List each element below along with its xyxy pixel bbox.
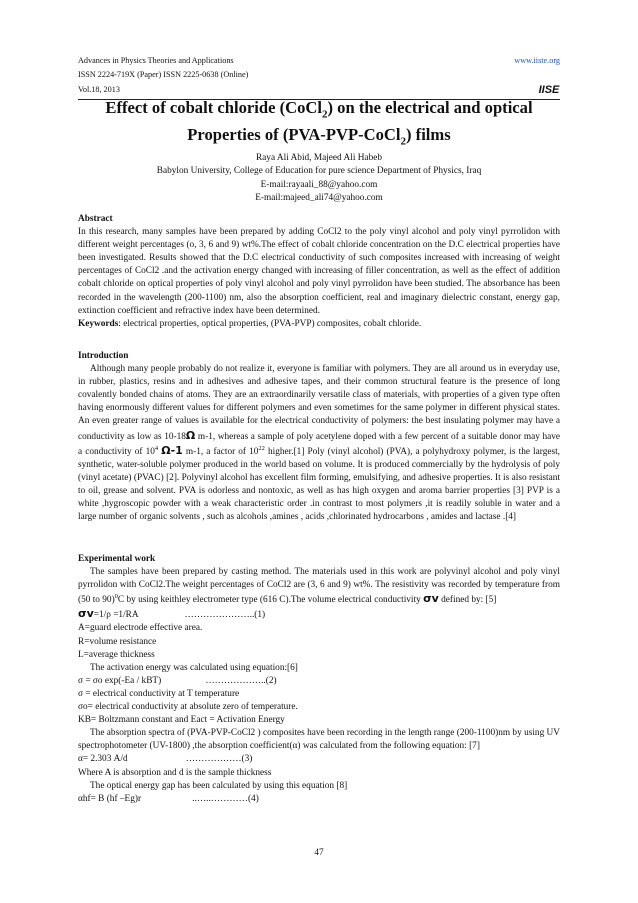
affiliation: Babylon University, College of Education for pure science Department of Physics, Iraq (156, 166, 482, 177)
introduction-paragraph: Although many people probably do not realize it, everyone is familiar with polymers. They are all around us in everyday use, in rubber, plastics, resins and in adhesives and adhesive tapes, and their common structural feature is the presence of long covalently bonded chains of atoms. They are an extraordinarily versatile class of materials, with properties of a given type often having enormously different values for different polymers and even sometimes for the same polymer in different physical states. An even greater range of values is available for the electrical conductivity of polymers: the best insulating polymer may have a conductivity as low as 10-18Ω m-1, whereas a sample of poly acetylene doped with a few percent of a suitable donor may have a conductivity of $10^4$ Ω-1 m-1, a factor of $10^{22}$ higher.[1] Poly (vinyl alcohol) (PVA), a polyhydroxy polymer, is the largest, synthetic, water-soluble polymer produced in the world based on volume. It is produced commercially by the hydrolysis of poly (vinyl acetate) (PVAC) [2]. Polyvinyl alcohol has excellent film forming, emulsifying, and adhesive properties. It is also resistant to oil, grease and solvent. PVA is odorless and nontoxic, as well as has high oxygen and aroma barrier properties [3] PVP is a white ,hygroscopic powder with a weak characteristic order .in contrast to most polymers ,it is readily soluble in water and a large number of organic solvents , such as alcohols ,amines , acids ,chlorinated hydrocarbons , amides and lactase .[4] (78, 364, 560, 523)
def-a: A=guard electrode effective area. (78, 623, 203, 634)
ohm-symbol-icon: Ω (185, 428, 196, 442)
equation-4: αhf= B (hf –Eg)r ..…..…………(4) (78, 793, 259, 804)
def-l: L=average thickness (78, 649, 155, 660)
experimental-paragraph-1: The samples have been prepared by casting method. The materials used in this work are polyvinyl alcohol and poly vinyl pyrrolidon with CoCl2.The weight percentages of CoCl2 are (3, 6 and 9) wt%. The resistivity was recorded by temperature from (50 to 90)$^0$C by using keithley electrometer type (616 C).The volume electrical conductivity σv defined by: [5] (78, 567, 560, 606)
sigma-v-symbol-icon: σv (423, 592, 439, 606)
def-sigma0: σo= electrical conductivity at absolute zero of temperature. (78, 702, 298, 713)
journal-name: Advances in Physics Theories and Applications (78, 56, 234, 65)
author-block (78, 152, 560, 206)
experimental-paragraph-2: The absorption spectra of (PVA-PVP-CoCl2 ) composites have been recording in the length range (200-1100)nm by using UV spectrophotometer (UV-1800) ,the absorption coefficient(α) was calculated from the following equation: [7] (78, 728, 560, 752)
volume-line: Vol.18, 2013 (78, 84, 120, 94)
paper-title (78, 98, 560, 152)
abstract-section (78, 213, 560, 331)
abstract-text: In this research, many samples have been prepared by adding CoCl2 to the poly vinyl alcohol and poly vinyl pyrrolidon with different weight percentages (o, 3, 6 and 9) wt%.The effect of cobalt chloride concentration on the D.C electrical properties have been investigated. Results showed that the D.C electrical conductivity of such composites increased with increasing of weight percentages of CoCl2 .and the activation energy changed with increasing of filler concentration, as well as the effect of addition cobalt chloride on optical properties of poly vinyl alcohol and poly vinyl pyrrolidon have been studied. The absorbance has been recorded in the wavelength (200-1100) nm, also the absorption coefficient, real and imaginary dielectric constant, energy gap, extinction coefficient and refractive index have been determined. (78, 227, 560, 316)
title-line-2: Properties of (PVA-PVP-CoCl$_2$) films (187, 124, 451, 148)
def-r: R=volume resistance (78, 636, 157, 647)
ohm-inverse-symbol-icon: Ω-1 (161, 443, 183, 457)
activation-line: The activation energy was calculated using equation:[6] (90, 662, 298, 673)
email-2: E-mail:majeed_ali74@yahoo.com (255, 193, 383, 204)
email-1: E-mail:rayaali_88@yahoo.com (260, 179, 378, 190)
issn-line: ISSN 2224-719X (Paper) ISSN 2225-0638 (Online) (78, 70, 249, 80)
author-names: Raya Ali Abid, Majeed Ali Habeb (255, 153, 382, 163)
equation-3: α= 2.303 A/d ………………(3) (78, 754, 253, 765)
introduction-heading: Introduction (78, 351, 129, 361)
abstract-heading: Abstract (78, 214, 113, 224)
equation-2: σ = σo exp(-Ea / kBT) ………………..(2) (78, 675, 277, 686)
journal-website-link[interactable]: www.iiste.org (514, 56, 560, 65)
def-sigma: σ = electrical conductivity at T temperature (78, 688, 240, 699)
keywords-line: Keywords: electrical properties, optical properties, (PVA-PVP) composites, cobalt chloride. (78, 318, 422, 329)
introduction-section (78, 350, 560, 524)
def-ad: Where A is absorption and d is the sample thickness (78, 767, 272, 778)
def-kb: KB= Boltzmann constant and Eact = Activation Energy (78, 715, 285, 726)
title-line-1: Effect of cobalt chloride (CoCl$_2$) on the electrical and optical (105, 98, 533, 121)
logo-text: IISE (538, 84, 560, 96)
experimental-section (78, 553, 560, 806)
experimental-heading: Experimental work (78, 554, 156, 564)
page-number: 47 (314, 848, 324, 858)
equation-1: σv=1/ρ =1/RA …………………..(1) (78, 607, 266, 621)
running-header (78, 54, 560, 97)
iiste-logo-icon (538, 80, 560, 97)
energy-gap-line: The optical energy gap has been calculated by using this equation [8] (90, 780, 348, 791)
